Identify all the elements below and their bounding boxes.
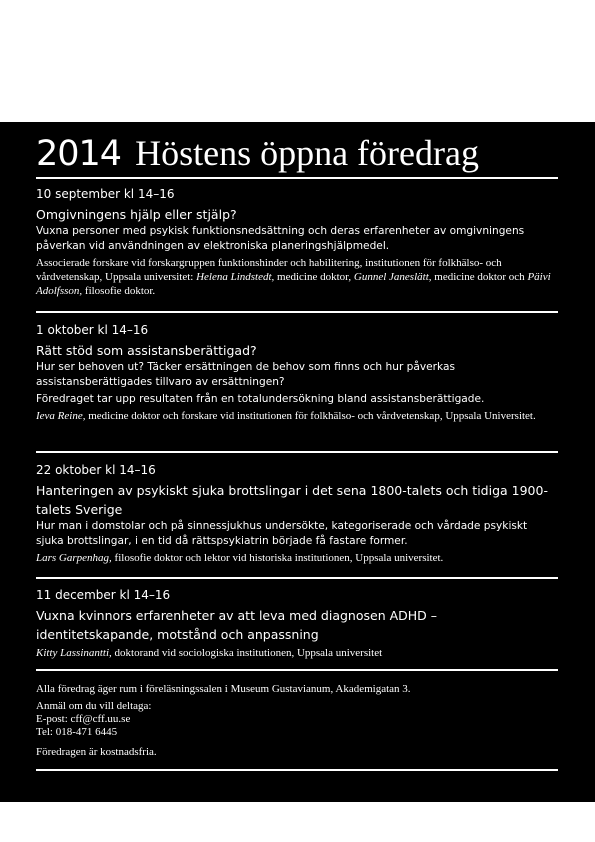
speaker-intro: Associerade forskare vid forskargruppen funktionshinder och habilitering, institutionen för folkhälso- och vårdvetenskap, Uppsala universitet: [36, 257, 502, 283]
speaker-name: Lars Garpenhag, [36, 552, 112, 564]
lecture-date: 22 oktober kl 14–16 [36, 463, 156, 477]
speaker-name: Helena Lindstedt, [196, 271, 275, 283]
speaker-role: filosofie doktor. [82, 285, 156, 297]
speaker-role: medicine doktor och [431, 271, 528, 283]
speaker-role: medicine doktor, [274, 271, 354, 283]
lecture-item [36, 323, 558, 423]
lecture-title: Vuxna kvinnors erfarenheter av att leva med diagnosen ADHD – identitetskapande, motstånd och anpassning [36, 608, 438, 642]
footer-info [36, 683, 558, 759]
speaker-name: Gunnel Janeslätt, [353, 271, 432, 283]
speaker-name: Kitty Lassinantti, [36, 647, 112, 659]
lecture-item [36, 463, 558, 565]
divider [36, 311, 558, 313]
title-year: 2014 [36, 134, 122, 174]
title-heading: Höstens öppna föredrag [135, 133, 479, 173]
lecture-description: Hur man i domstolar och på sinnessjukhus undersökte, kategoriserade och vårdade psykiskt sjuka brottslingar, i en tid då rättspsykiatrin började få fastare former. [36, 520, 528, 547]
lecture-title: Rätt stöd som assistansberättigad? [36, 343, 257, 358]
speaker-role: medicine doktor och forskare vid institutionen för folkhälso- och vårdvetenskap, Uppsala Universitet. [85, 410, 536, 422]
speaker-name: Päivi Adolfsson, [36, 271, 551, 297]
footer-location: Alla föredrag äger rum i föreläsningssalen i Museum Gustavianum, Akademigatan 3. [36, 683, 411, 695]
lecture-date: 1 oktober kl 14–16 [36, 323, 149, 337]
divider [36, 669, 558, 671]
lecture-item [36, 588, 558, 660]
speaker-role: filosofie doktor och lektor vid historiska institutionen, Uppsala universitet. [111, 552, 444, 564]
lecture-speakers [36, 256, 558, 298]
speaker-role: doktorand vid sociologiska institutionen, Uppsala universitet [111, 647, 383, 659]
footer-email[interactable]: E-post: cff@cff.uu.se [36, 713, 131, 725]
footer-phone: Tel: 018-471 6445 [36, 726, 118, 738]
lecture-speakers [36, 646, 558, 660]
lecture-description: Vuxna personer med psykisk funktionsnedsättning och deras erfarenheter av omgivningens påverkan vid användningen av elektroniska planeringshjälpmedel. [36, 225, 525, 252]
footer-register: Anmäl om du vill deltaga: [36, 700, 152, 712]
lecture-date: 10 september kl 14–16 [36, 187, 175, 201]
page-title [36, 132, 479, 174]
divider [36, 769, 558, 771]
lecture-description: Hur ser behoven ut? Täcker ersättningen de behov som finns och hur påverkas assistansberättigades tillvaro av ersättningen? [36, 361, 455, 388]
speaker-name: Ieva Reine, [36, 410, 86, 422]
lecture-description-2: Föredraget tar upp resultaten från en totalundersökning bland assistansberättigade. [36, 393, 485, 405]
lecture-title: Omgivningens hjälp eller stjälp? [36, 207, 237, 222]
lecture-title: Hanteringen av psykiskt sjuka brottslingar i det sena 1800-talets och tidiga 1900-talets Sverige [36, 483, 548, 517]
footer-free: Föredragen är kostnadsfria. [36, 746, 157, 758]
lecture-speakers [36, 551, 558, 565]
divider [36, 177, 558, 179]
lecture-date: 11 december kl 14–16 [36, 588, 171, 602]
lecture-item [36, 187, 558, 298]
poster-panel [0, 122, 595, 802]
divider [36, 577, 558, 579]
divider [36, 451, 558, 453]
lecture-speakers [36, 409, 558, 423]
